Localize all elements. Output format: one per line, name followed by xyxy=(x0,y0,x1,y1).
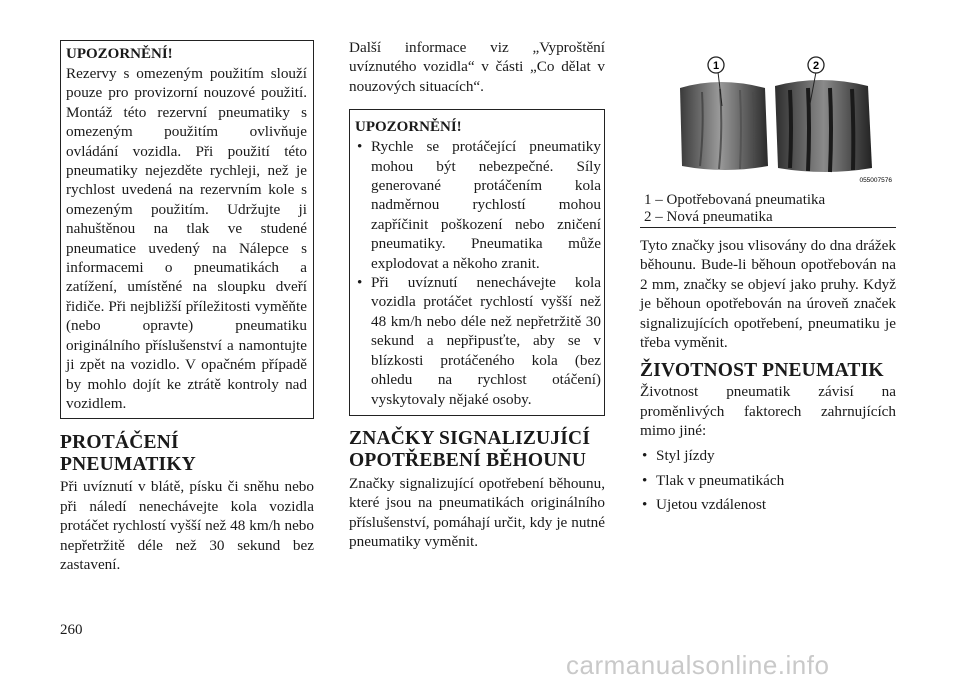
page-number: 260 xyxy=(60,622,83,638)
tread-wear-paragraph: Značky signalizující opotřebení běhounu, které jsou na pneumatikách originálního příslušenství, pomáhají určit, kdy je nutné pneumatiky vyměnit. xyxy=(349,474,605,551)
tire-life-factors-list xyxy=(640,446,896,515)
warning-text: Rezervy s omezeným použitím slouží pouze pro provizorní nouzové použití. Montáž této rezervní pneumatiky s omezeným použitím ovlivňuje ovládání vozidla. Při použití této pneumatiky nejezděte rychleji, než je rychlost uvedená na rezervním kole s omezeným použitím. Udržujte ji nahuštěnou na tlak ve studené pneumatice uvedený na Nálepce s informacemi o pneumatikách a zatížení, umístěné na sloupku dveří řidiče. Při nejbližší příležitosti vyměňte (nebo opravte) pneumatiku originálního příslušenství a namontujte ji zpět na vozidlo. V opačném případě by mohlo dojít ke ztrátě kontroly nad vozidlem. xyxy=(66,65,307,412)
warning-item: • Rychle se protáčející pneumatiky mohou být nebezpečné. Síly generované protáčením kola nadměrnou rychlostí mohou zapříčinit poškození nebo zničení pneumatiky. Pneumatika může explodovat a někoho zranit. xyxy=(355,137,601,273)
wear-marks-paragraph: Tyto značky jsou vlisovány do dna drážek běhounu. Bude-li běhoun opotřebován na 2 mm, značky se objeví jako pruhy. Když je běhoun opotřebován na úroveň značek signalizujících opotřebení, pneumatiku je třeba vyměnit. xyxy=(640,237,896,352)
right-column xyxy=(640,48,896,520)
watermark-text: carmanualsonline.info xyxy=(566,650,830,680)
caption-new: 2 – Nová pneumatika xyxy=(644,209,773,225)
worn-tire-icon xyxy=(680,82,768,170)
left-column xyxy=(60,40,314,574)
tire-spin-paragraph: Při uvíznutí v blátě, písku či sněhu nebo při náledí nenechávejte kola vozidla protáčet rychlostí vyšší než 48 km/h nebo nepřetržitě déle než 30 sekund bez zastavení. xyxy=(60,478,314,573)
figure-code: 055007576 xyxy=(859,177,892,184)
warning-title: UPOZORNĚNÍ! xyxy=(66,46,173,62)
warning-item: • Při uvíznutí nenechávejte kola vozidla protáčet rychlostí vyšší než 48 km/h nebo déle než nepřetržitě 30 sekund a nepřipusťte, aby se v blízkosti protáčeného kola (bez ohledu na rychlost otáčení) vyskytovaly nějaké osoby. xyxy=(355,273,601,409)
intro-paragraph: Další informace viz „Vyproštění uvíznutého vozidla“ v části „Co dělat v nouzových situacích“. xyxy=(349,39,605,95)
tire-life-paragraph: Životnost pneumatik závisí na proměnlivých faktorech zahrnujících mimo jiné: xyxy=(640,383,896,440)
tire-illustration xyxy=(640,48,896,188)
figure-captions xyxy=(640,192,896,228)
callout-2-label: 2 xyxy=(812,60,820,72)
spin-warning-box xyxy=(349,109,605,416)
section-heading-tire-spin: PROTÁČENÍ PNEUMATIKY xyxy=(60,432,196,476)
callout-1-label: 1 xyxy=(712,60,720,72)
caption-worn: 1 – Opotřebovaná pneumatika xyxy=(644,192,826,208)
tread-wear-figure xyxy=(640,48,896,188)
list-item: • Ujetou vzdálenost xyxy=(640,495,896,514)
list-item: • Tlak v pneumatikách xyxy=(640,471,896,490)
spare-tire-warning-box xyxy=(60,40,314,419)
warning-list xyxy=(355,137,601,409)
warning-title: UPOZORNĚNÍ! xyxy=(355,119,462,136)
section-heading-tread-wear: ZNAČKY SIGNALIZUJÍCÍ OPOTŘEBENÍ BĚHOUNU xyxy=(349,427,591,471)
list-item: • Styl jízdy xyxy=(640,446,896,465)
section-heading-tire-life: ŽIVOTNOST PNEUMATIK xyxy=(640,360,884,382)
new-tire-icon xyxy=(775,80,872,172)
middle-column xyxy=(349,38,605,552)
